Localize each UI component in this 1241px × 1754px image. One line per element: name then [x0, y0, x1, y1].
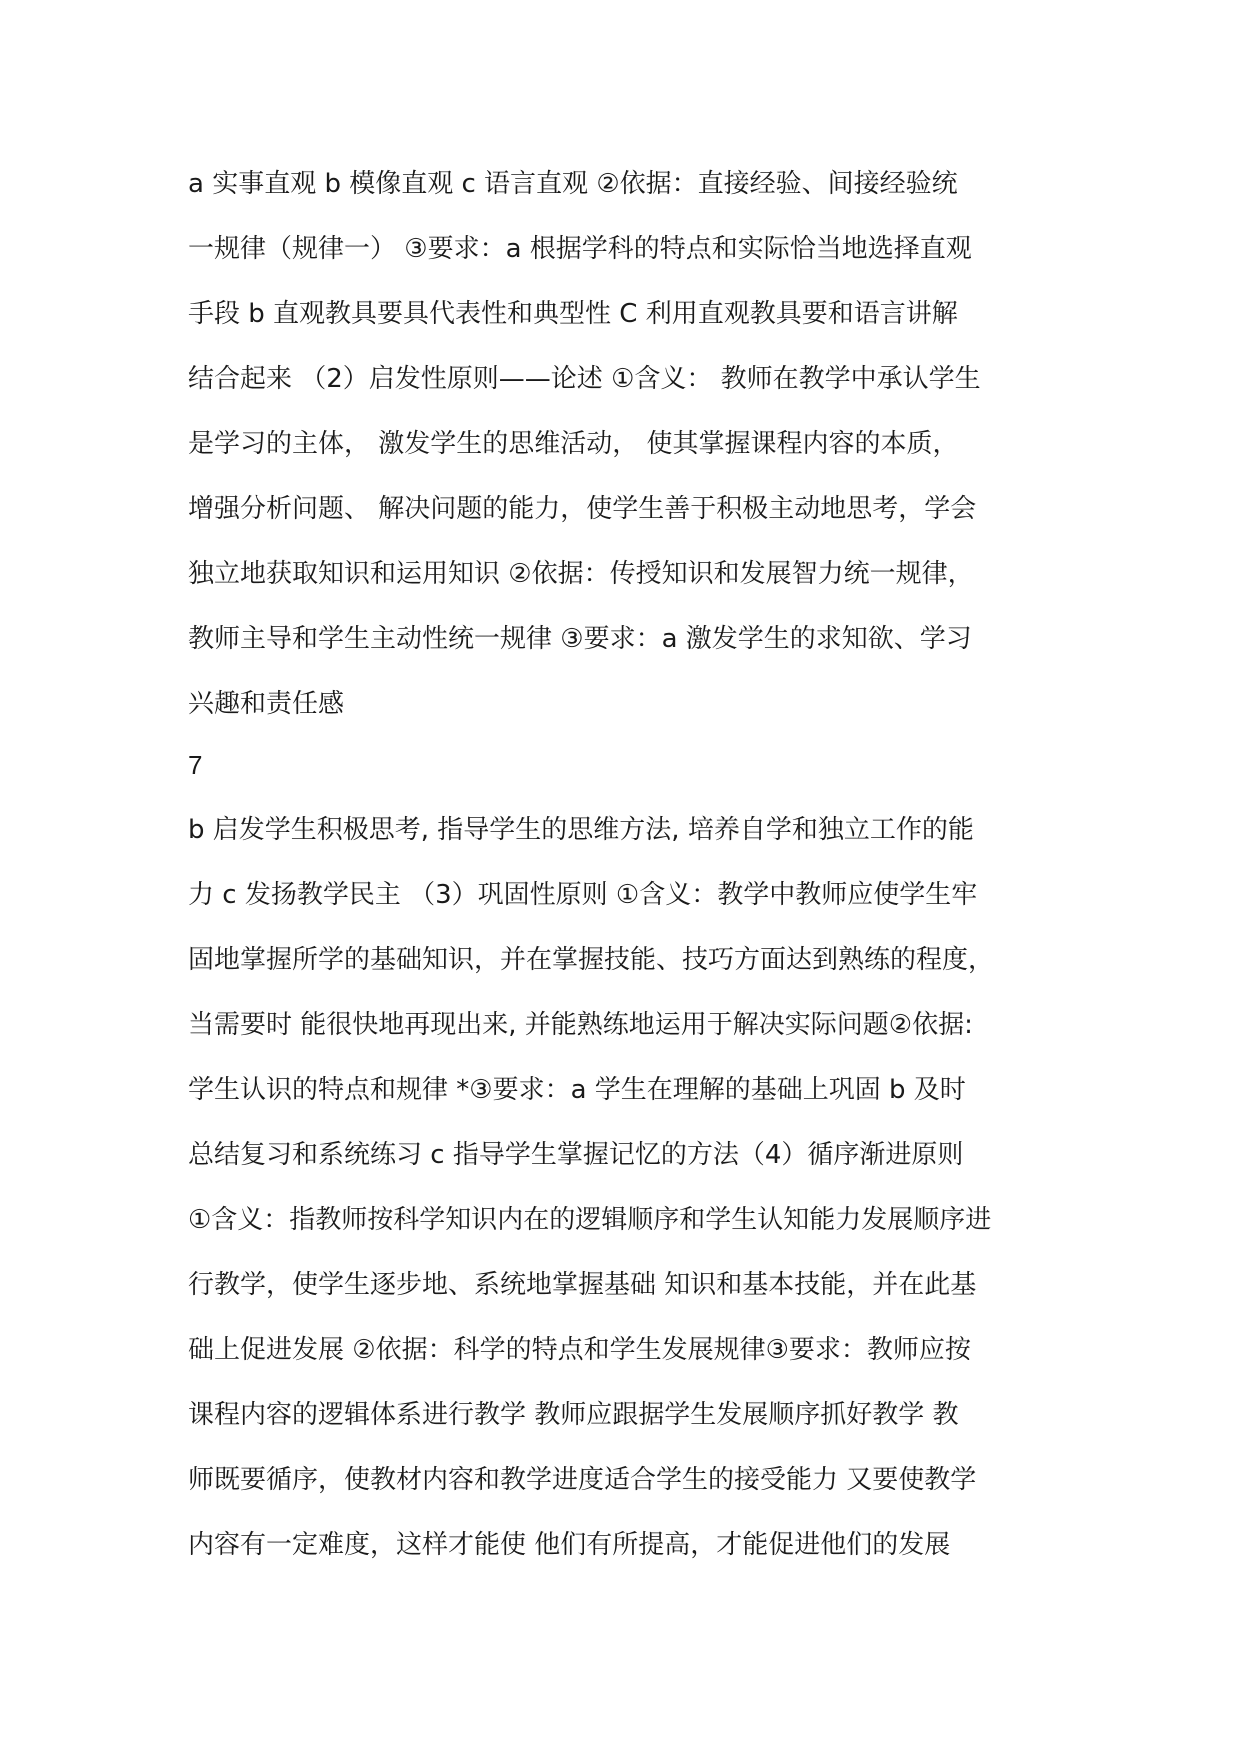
text-line: 增强分析问题、 解决问题的能力，使学生善于积极主动地思考，学会 [188, 494, 977, 524]
text-line: 力 c 发扬教学民主 （3）巩固性原则 ①含义：教学中教师应使学生牢 [188, 880, 978, 910]
text-line: 总结复习和系统练习 c 指导学生掌握记忆的方法（4）循序渐进原则 [188, 1140, 964, 1170]
text-line: 独立地获取知识和运用知识 ②依据：传授知识和发展智力统一规律， [188, 559, 974, 589]
paragraph-teaching-principles-part2 [188, 798, 1088, 1578]
text-line: b 启发学生积极思考, 指导学生的思维方法, 培养自学和独立工作的能 [188, 815, 974, 845]
text-line: ①含义：指教师按科学知识内在的逻辑顺序和学生认知能力发展顺序进 [188, 1205, 992, 1235]
text-line: 课程内容的逻辑体系进行教学 教师应跟据学生发展顺序抓好教学 教 [188, 1400, 959, 1430]
text-line: 固地掌握所学的基础知识，并在掌握技能、技巧方面达到熟练的程度， [188, 945, 995, 975]
text-line: 学生认识的特点和规律 *③要求：a 学生在理解的基础上巩固 b 及时 [188, 1075, 966, 1105]
text-line: 础上促进发展 ②依据：科学的特点和学生发展规律③要求：教师应按 [188, 1335, 971, 1365]
text-line: 是学习的主体， 激发学生的思维活动， 使其掌握课程内容的本质， [188, 429, 959, 459]
text-line: 师既要循序，使教材内容和教学进度适合学生的接受能力 又要使教学 [188, 1465, 977, 1495]
text-line: 结合起来 （2）启发性原则——论述 ①含义： 教师在教学中承认学生 [188, 364, 981, 394]
page-number: 7 [188, 750, 203, 780]
text-line: 当需要时 能很快地再现出来, 并能熟练地运用于解决实际问题②依据: [188, 1010, 973, 1040]
text-line: 行教学，使学生逐步地、系统地掌握基础 知识和基本技能，并在此基 [188, 1270, 977, 1300]
text-line: 内容有一定难度，这样才能使 他们有所提高，才能促进他们的发展 [188, 1530, 951, 1560]
text-line: 教师主导和学生主动性统一规律 ③要求：a 激发学生的求知欲、学习 [188, 624, 972, 654]
paragraph-teaching-principles-part1 [188, 152, 1088, 737]
text-line: a 实事直观 b 模像直观 c 语言直观 ②依据：直接经验、间接经验统 [188, 169, 958, 199]
text-line: 兴趣和责任感 [188, 689, 345, 719]
text-line: 手段 b 直观教具要具代表性和典型性 C 利用直观教具要和语言讲解 [188, 299, 958, 329]
text-line: 一规律（规律一） ③要求：a 根据学科的特点和实际恰当地选择直观 [188, 234, 972, 264]
